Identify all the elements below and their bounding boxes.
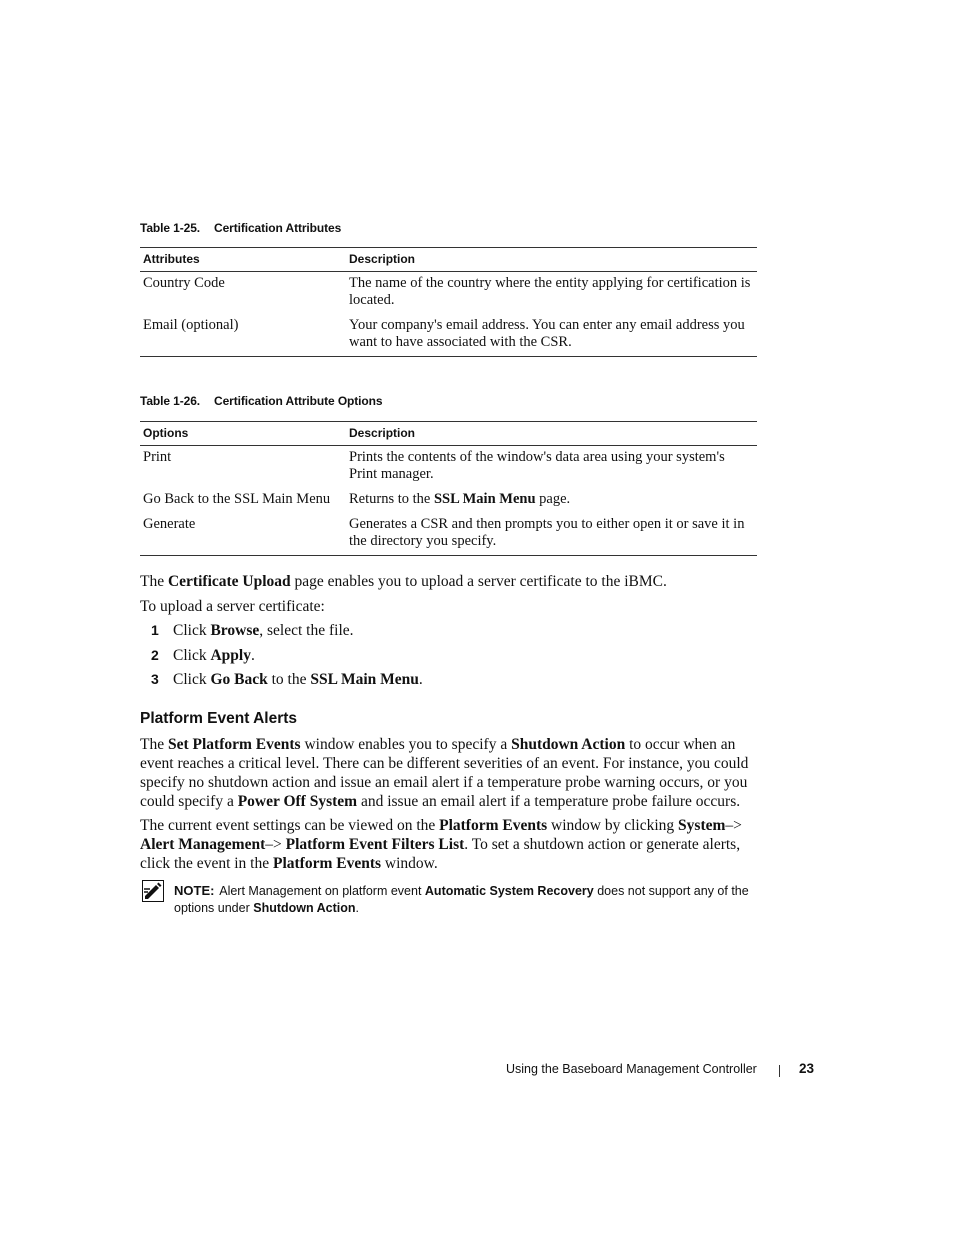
ui-term: Certificate Upload [167,573,291,590]
footer-chapter-title: Using the Baseboard Management Controller [506,1062,757,1076]
text: The current event settings can be viewed on the [140,817,440,834]
text: to occur when an event reaches a critical level. There can be different severities of an event. For instance, you could specify no shutdown action and issue an email alert if a temperature probe warning occurs, or you could specify a [140,736,749,810]
step-2 [151,647,255,665]
table-number: Table 1-25. [140,221,201,235]
table-caption-certification-attributes [140,221,341,235]
table-cell: Country Code [143,275,225,291]
text: Click [173,622,211,639]
ui-term: SSL Main Menu [310,671,419,688]
ui-term: Shutdown Action [511,736,626,753]
certification-attributes-table [140,247,757,357]
text: . [418,671,423,688]
note-text [174,882,754,917]
table-row [140,446,757,490]
ui-term: Apply [210,647,251,664]
ui-term: System [678,817,726,834]
note-pencil-icon [142,880,164,902]
step-number: 3 [151,671,159,687]
table-row [140,489,757,514]
table-cell: Email (optional) [140,315,346,357]
table-cell: Go Back to the SSL Main Menu [143,491,331,507]
ui-term: Alert Management [140,836,266,853]
ui-term: Power Off System [237,793,358,810]
table-cell: Print [143,449,172,465]
column-header: Description [346,248,757,272]
table-cell: Prints the contents of the window's data area using your system's Print manager. [349,449,725,482]
text: page enables you to upload a server certificate to the iBMC. [290,573,667,590]
table-header-row [140,422,757,446]
section-heading: Platform Event Alerts [140,710,298,727]
ui-term: Platform Events [439,817,548,834]
page-number: 23 [799,1061,815,1076]
certification-attribute-options-table [140,421,757,556]
table-cell: Generates a CSR and then prompts you to either open it or save it in the directory you specify. [346,514,757,556]
table-cell: Returns to the SSL Main Menu page. [349,491,571,507]
text: Click [173,647,211,664]
table-caption-certification-attribute-options [140,394,382,408]
table-row [140,272,757,316]
ui-term: Browse [210,622,260,639]
text: . To set a shutdown action or generate alerts, click the event in the [140,836,741,872]
text: Alert Management on platform event [216,884,425,898]
text: . [250,647,255,664]
ui-term: Go Back [210,671,268,688]
certificate-upload-intro [140,572,760,591]
text: window by clicking [547,817,679,834]
text: to the [267,671,311,688]
text: window enables you to specify a [300,736,512,753]
footer-separator [779,1065,780,1077]
upload-lead: To upload a server certificate: [140,598,325,615]
table-header-row [140,248,757,272]
text: , select the file. [259,622,354,639]
ui-term: Platform Event Filters List [285,836,465,853]
text: window. [381,855,438,872]
text: does not support any of the options under [174,884,749,915]
ui-term: Automatic System Recovery [424,884,594,898]
text: The [140,573,168,590]
column-header: Attributes [140,248,346,272]
column-header: Options [140,422,346,446]
platform-events-paragraph [140,735,760,811]
text: . [355,901,360,915]
event-settings-paragraph [140,816,760,873]
text: –> [725,817,742,834]
text: The [140,736,168,753]
step-number: 2 [151,647,159,663]
column-header: Description [346,422,757,446]
text: and issue an email alert if a temperature probe failure occurs. [357,793,741,810]
text: Click [173,671,211,688]
step-1 [151,622,354,640]
table-row [140,514,757,556]
table-cell: Your company's email address. You can enter any email address you want to have associated with the CSR. [346,315,757,357]
text: –> [265,836,286,853]
ui-term: Shutdown Action [253,901,356,915]
table-cell: Generate [140,514,346,556]
step-number: 1 [151,622,159,638]
table-number: Table 1-26. [140,394,201,408]
step-3 [151,671,423,689]
ui-term: Platform Events [273,855,382,872]
note-label: NOTE: [174,883,215,898]
table-row [140,315,757,357]
table-title: Certification Attributes [214,221,342,235]
table-title: Certification Attribute Options [214,394,383,408]
table-cell: The name of the country where the entity applying for certification is located. [349,275,751,308]
ui-term: Set Platform Events [167,736,301,753]
